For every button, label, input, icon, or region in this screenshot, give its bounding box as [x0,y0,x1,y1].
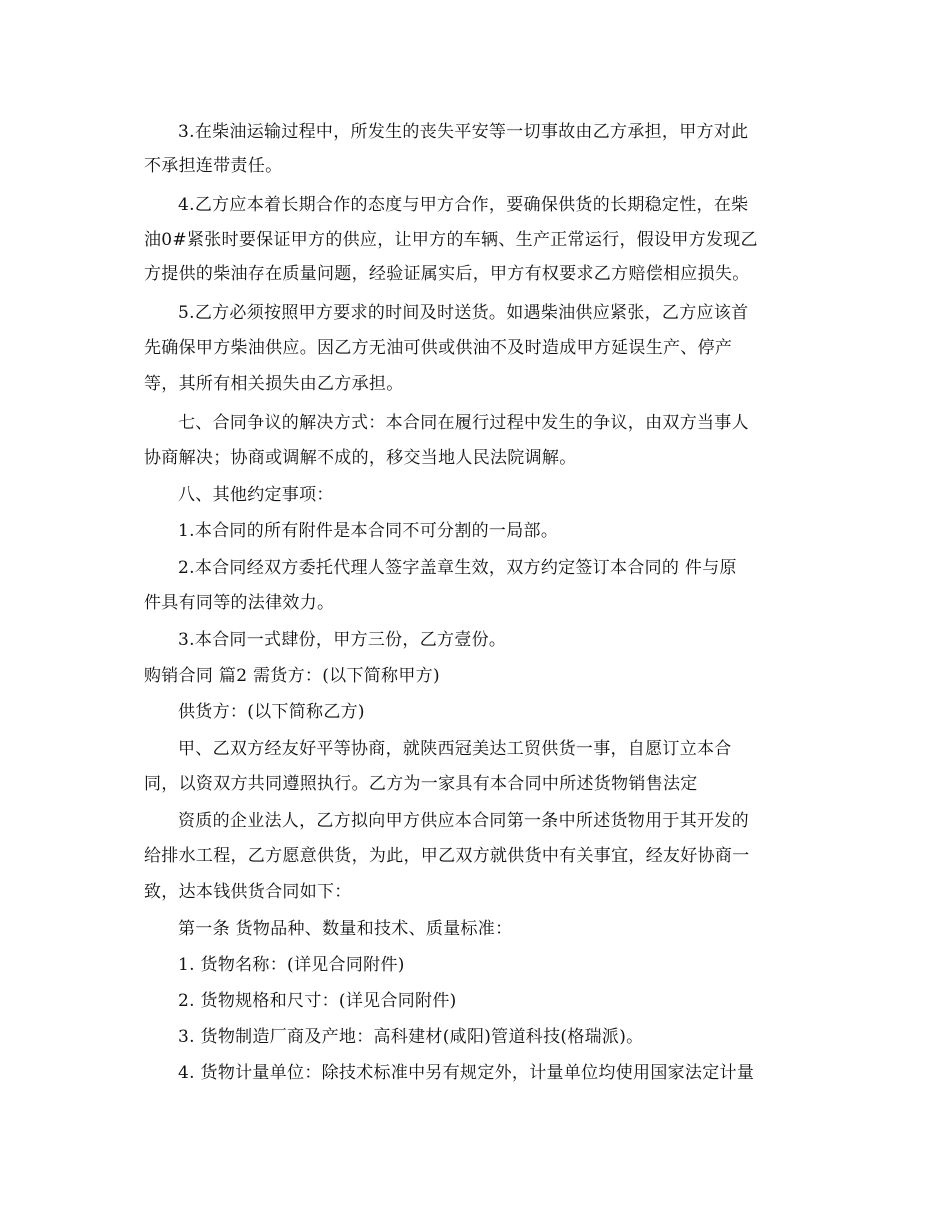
text-line: 等，其所有相关损失由乙方承担。 [144,374,404,394]
text-line: 4.乙方应本着长期合作的态度与甲方合作，要确保供货的长期稳定性，在柴 [178,195,749,215]
text-line: 七、合同争议的解决方式：本合同在履行过程中发生的争议，由双方当事人 [178,413,749,433]
text-line: 先确保甲方柴油供应。因乙方无油可供或供油不及时造成甲方延误生产、停产 [144,338,733,358]
text-line: 协商解决；协商或调解不成的，移交当地人民法院调解。 [144,448,577,468]
text-line: 甲、乙双方经友好平等协商，就陕西冠美达工贸供货一事，自愿订立本合 [178,739,732,759]
text-line: 1. 货物名称：(详见合同附件) [178,955,405,975]
text-line: 同，以资双方共同遵照执行。乙方为一家具有本合同中所述货物销售法定 [144,774,698,794]
text-line: 第一条 货物品种、数量和技术、质量标准： [178,919,513,939]
text-line: 件具有同等的法律效力。 [144,593,335,613]
text-line: 1.本合同的所有附件是本合同不可分割的一局部。 [178,521,559,541]
text-line: 3.在柴油运输过程中，所发生的丧失平安等一切事故由乙方承担，甲方对此 [178,122,749,142]
text-line: 3. 货物制造厂商及产地：高科建材(咸阳)管道科技(格瑞派)。 [178,1027,644,1047]
text-line: 油0#紧张时要保证甲方的供应，让甲方的车辆、生产正常运行，假设甲方发现乙 [144,230,758,250]
text-line: 不承担连带责任。 [144,156,283,176]
text-line: 2. 货物规格和尺寸：(详见合同附件) [178,991,457,1011]
text-line: 5.乙方必须按照甲方要求的时间及时送货。如遇柴油供应紧张，乙方应该首 [178,303,749,323]
text-line: 3.本合同一式肆份，甲方三份，乙方壹份。 [178,630,507,650]
section-heading: 购销合同 篇2 需货方：(以下简称甲方) [144,666,440,686]
text-line: 方提供的柴油存在质量问题，经验证属实后，甲方有权要求乙方赔偿相应损失。 [144,264,750,284]
text-line: 资质的企业法人，乙方拟向甲方供应本合同第一条中所述货物用于其开发的 [178,811,749,831]
text-line: 致，达本钱供货合同如下： [144,882,352,902]
text-line: 八、其他约定事项： [178,485,334,505]
text-line: 4. 货物计量单位：除技术标准中另有规定外，计量单位均使用国家法定计量 [178,1063,755,1083]
text-line: 给排水工程，乙方愿意供货，为此，甲乙双方就供货中有关事宜，经友好协商一 [144,846,750,866]
text-line: 供货方：(以下简称乙方) [178,702,365,722]
text-line: 2.本合同经双方委托代理人签字盖章生效，双方约定签订本合同的 件与原 [178,558,737,578]
